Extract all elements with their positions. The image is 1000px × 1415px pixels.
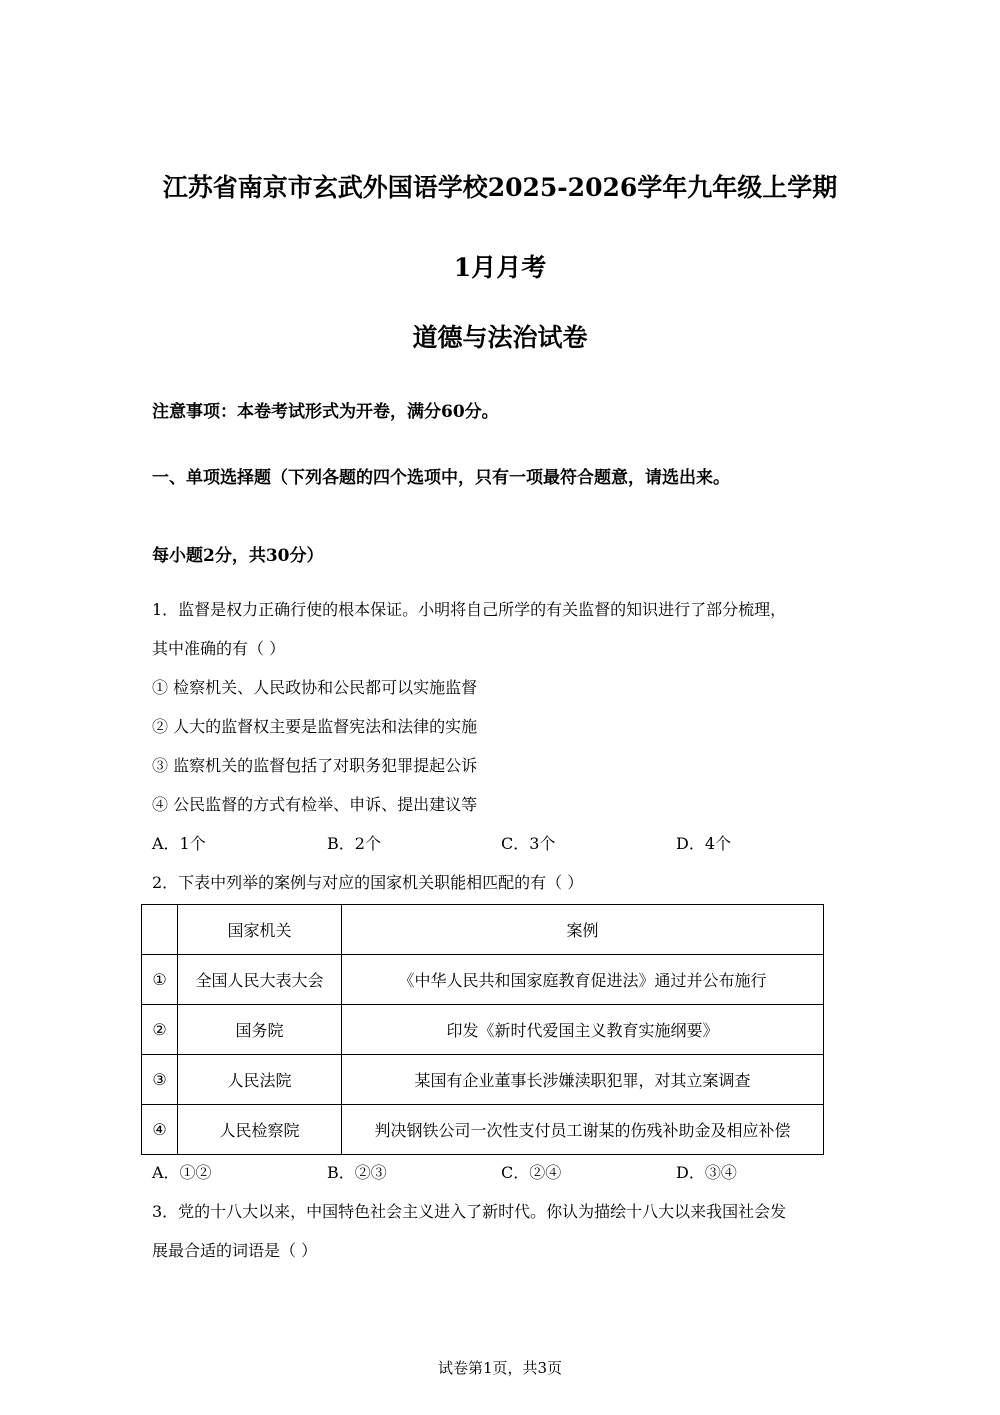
table-row bbox=[142, 1055, 824, 1105]
table-cell: 《中华人民共和国家庭教育促进法》通过并公布施行 bbox=[342, 955, 824, 1005]
exam-title-line2: 1月月考 bbox=[453, 253, 547, 282]
question-1-item: ④ 公民监督的方式有检举、申诉、提出建议等 bbox=[152, 795, 478, 814]
table-cell: ④ bbox=[142, 1105, 178, 1155]
question-2-option-a: A．①② bbox=[152, 1163, 212, 1182]
table-header-cell: 国家机关 bbox=[178, 905, 342, 955]
table-cell: 某国有企业董事长涉嫌渎职犯罪，对其立案调查 bbox=[342, 1055, 824, 1105]
question-2-option-b: B．②③ bbox=[327, 1163, 387, 1182]
question-2-stem: 2．下表中列举的案例与对应的国家机关职能相匹配的有（ ） bbox=[152, 873, 584, 892]
table-header-cell: 案例 bbox=[342, 905, 824, 955]
table-header-cell bbox=[142, 905, 178, 955]
table-cell: 全国人民大表大会 bbox=[178, 955, 342, 1005]
table-row bbox=[142, 1005, 824, 1055]
question-1-option-a: A．1个 bbox=[152, 834, 206, 853]
question-1-item: ② 人大的监督权主要是监督宪法和法律的实施 bbox=[152, 717, 478, 736]
question-2-option-d: D．③④ bbox=[676, 1163, 737, 1182]
table-cell: ③ bbox=[142, 1055, 178, 1105]
question-3-stem-continued: 展最合适的词语是（ ） bbox=[152, 1241, 318, 1260]
question-1-stem: 1．监督是权力正确行使的根本保证。小明将自己所学的有关监督的知识进行了部分梳理， bbox=[152, 600, 787, 619]
question-1-item: ① 检察机关、人民政协和公民都可以实施监督 bbox=[152, 678, 478, 697]
section-heading: 一、单项选择题（下列各题的四个选项中，只有一项最符合题意，请选出来。 bbox=[152, 468, 730, 488]
table-row bbox=[142, 1105, 824, 1155]
table-cell: 人民检察院 bbox=[178, 1105, 342, 1155]
question-1-option-d: D．4个 bbox=[676, 834, 732, 853]
page-footer: 试卷第1页，共3页 bbox=[437, 1359, 563, 1377]
question-2-option-c: C．②④ bbox=[501, 1163, 562, 1182]
table-cell: 判决钢铁公司一次性支付员工谢某的伤残补助金及相应补偿 bbox=[342, 1105, 824, 1155]
question-2-table bbox=[141, 904, 824, 1155]
question-3-stem: 3．党的十八大以来，中国特色社会主义进入了新时代。你认为描绘十八大以来我国社会发 bbox=[152, 1202, 787, 1221]
question-1-stem-continued: 其中准确的有（ ） bbox=[152, 639, 286, 658]
exam-notice: 注意事项：本卷考试形式为开卷，满分60分。 bbox=[152, 402, 499, 422]
question-1-option-b: B．2个 bbox=[327, 834, 381, 853]
table-cell: 人民法院 bbox=[178, 1055, 342, 1105]
exam-subject-title: 道德与法治试卷 bbox=[412, 323, 588, 352]
table-row bbox=[142, 955, 824, 1005]
table-cell: 国务院 bbox=[178, 1005, 342, 1055]
table-cell: 印发《新时代爱国主义教育实施纲要》 bbox=[342, 1005, 824, 1055]
table-cell: ② bbox=[142, 1005, 178, 1055]
table-cell: ① bbox=[142, 955, 178, 1005]
exam-title-line1: 江苏省南京市玄武外国语学校2025-2026学年九年级上学期 bbox=[162, 173, 838, 202]
table-header-row bbox=[142, 905, 824, 955]
question-1-option-c: C．3个 bbox=[501, 834, 556, 853]
question-1-item: ③ 监察机关的监督包括了对职务犯罪提起公诉 bbox=[152, 756, 478, 775]
section-heading-continued: 每小题2分，共30分） bbox=[152, 546, 324, 566]
